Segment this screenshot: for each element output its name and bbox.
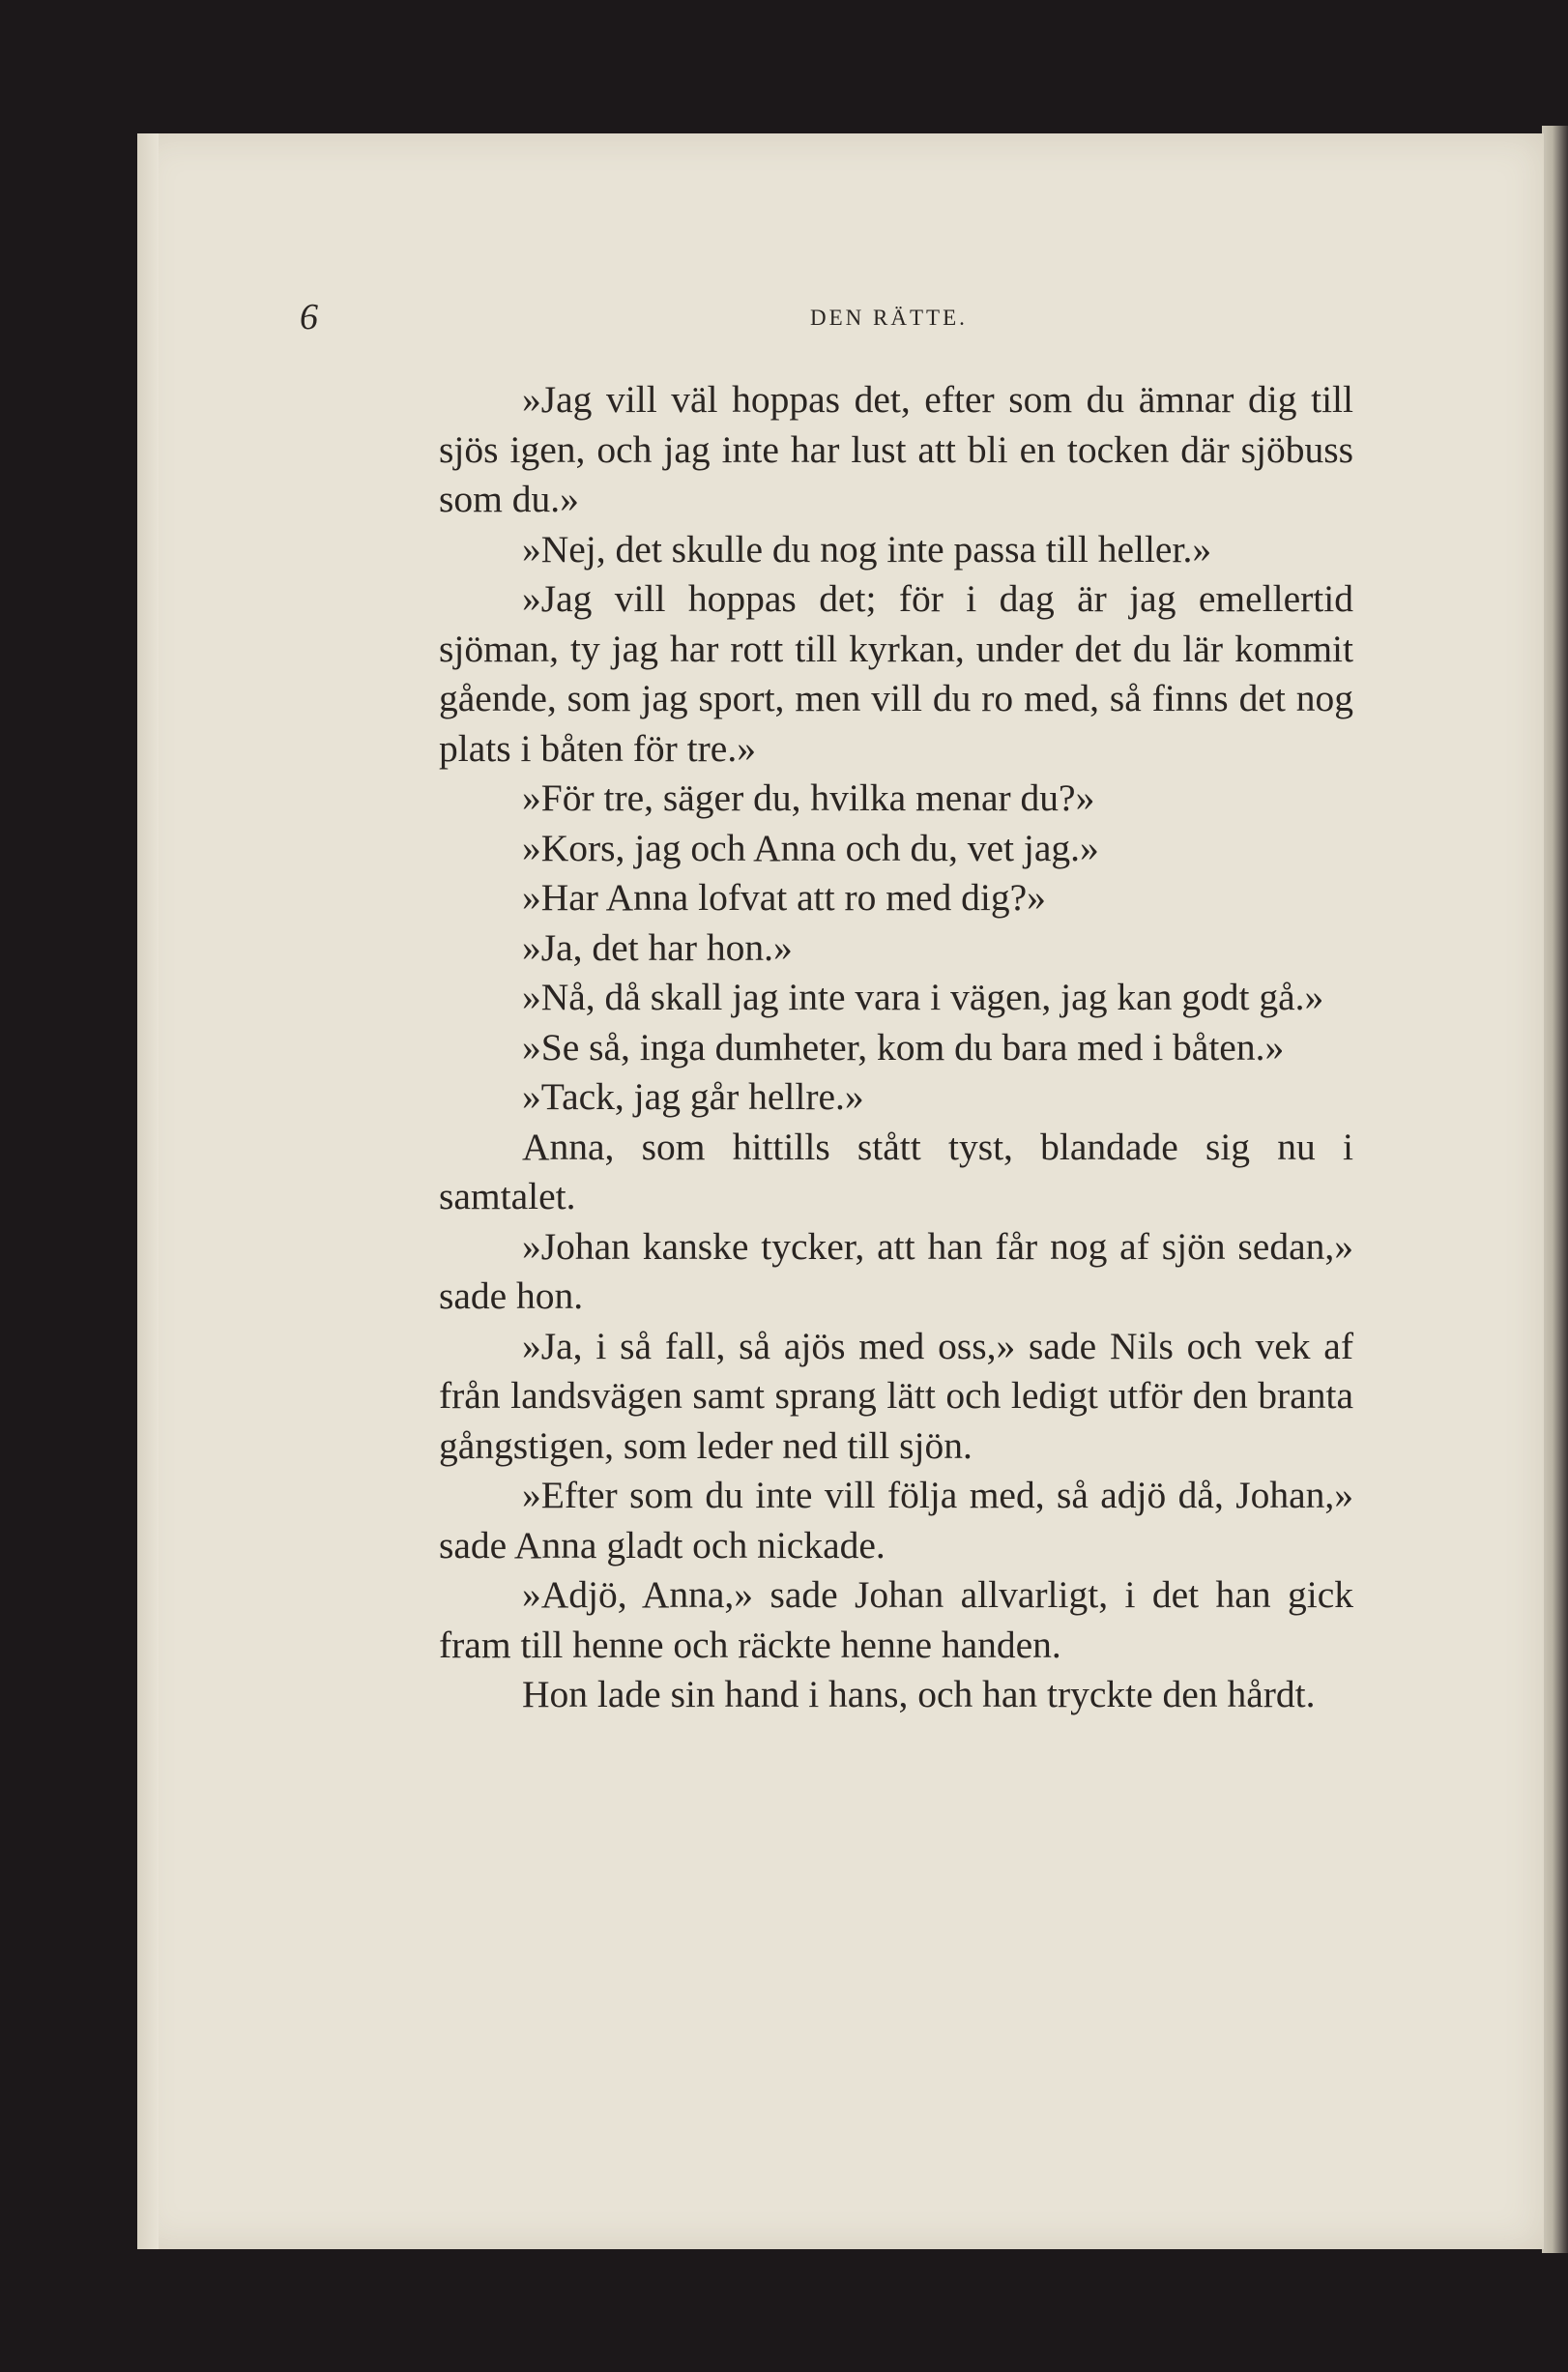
paragraph: »Nej, det skulle du nog inte passa till heller.» [522, 527, 1212, 571]
paragraph: »Johan kanske tycker, att han får nog af sjön sedan,» sade hon. [439, 1224, 1353, 1317]
body-text [439, 375, 1353, 1720]
paragraph: »För tre, säger du, hvilka menar du?» [522, 776, 1095, 819]
paragraph: »Tack, jag går hellre.» [522, 1075, 864, 1118]
paragraph: Anna, som hittills stått tyst, blandade sig nu i samtalet. [439, 1125, 1353, 1217]
paragraph: »Ja, i så fall, så ajös med oss,» sade Nils och vek af från landsvägen samt sprang lätt och ledigt utför den branta gångstigen, som leder ned till sjön. [439, 1324, 1353, 1467]
paragraph: »Adjö, Anna,» sade Johan allvarligt, i det han gick fram till henne och räckte henne handen. [439, 1573, 1353, 1666]
paragraph: »Se så, inga dumheter, kom du bara med i båten.» [522, 1025, 1285, 1069]
paragraph: »Efter som du inte vill följa med, så adjö då, Johan,» sade Anna gladt och nickade. [439, 1474, 1353, 1567]
next-page-edge [1542, 126, 1568, 2253]
page-header [300, 296, 1266, 344]
page-fold-shadow [137, 133, 159, 2249]
paragraph: »Jag vill väl hoppas det, efter som du ämnar dig till sjös igen, och jag inte har lust att bli en tocken där sjöbuss som du.» [439, 378, 1353, 520]
page-number: 6 [300, 297, 318, 337]
paragraph: Hon lade sin hand i hans, och han tryckte den hårdt. [522, 1673, 1316, 1715]
paragraph: »Ja, det har hon.» [522, 925, 793, 969]
paragraph: »Har Anna lofvat att ro med dig?» [522, 876, 1046, 919]
paragraph: »Nå, då skall jag inte vara i vägen, jag kan godt gå.» [522, 976, 1324, 1018]
running-title: DEN RÄTTE. [810, 306, 968, 330]
paragraph: »Kors, jag och Anna och du, vet jag.» [522, 826, 1099, 869]
paragraph: »Jag vill hoppas det; för i dag är jag emellertid sjöman, ty jag har rott till kyrkan, under det du lär kommit gående, som jag sport, men vill du ro med, så finns det nog plats i båten för tre.» [439, 577, 1353, 770]
